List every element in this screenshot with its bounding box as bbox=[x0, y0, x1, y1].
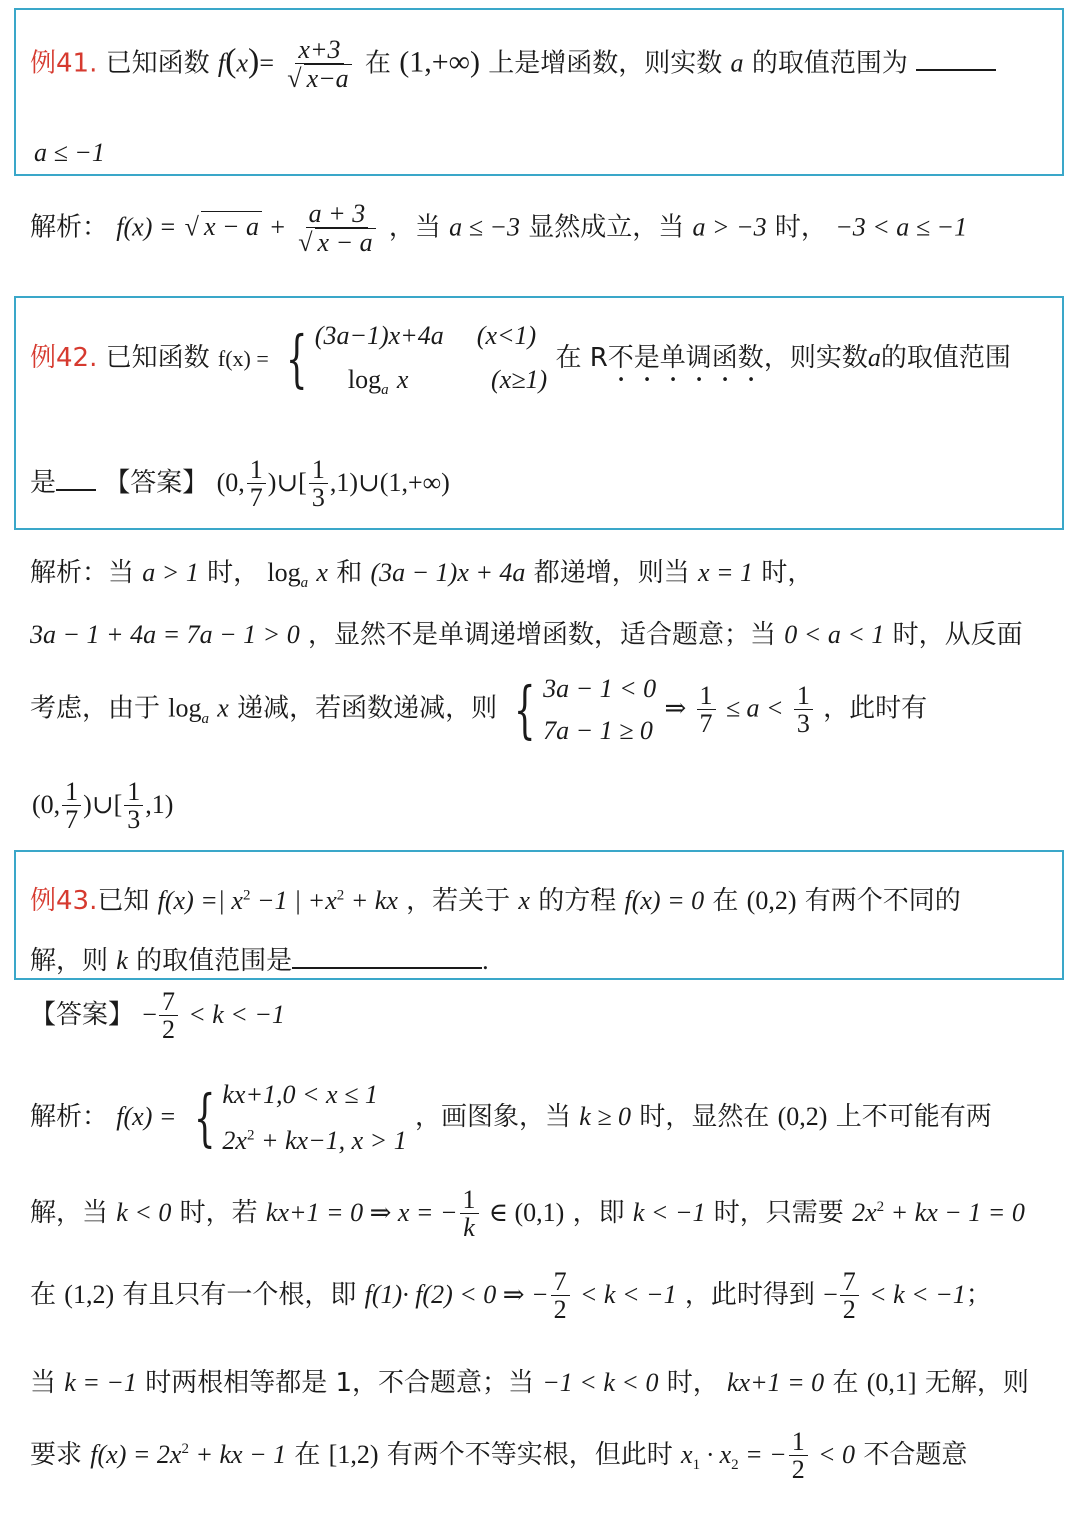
piecewise-cases: (3a−1)x+4a (x<1) $\log_a x$ (x≥1) bbox=[314, 321, 548, 399]
example-43-question-line-1: 例43.已知 f(x) =| $x^2 -1$ | $+x^2$ + kx ，若关于 x 的方程 f(x) = 0 在 (0,2) 有两个不同的 bbox=[30, 886, 961, 916]
example-42-box bbox=[14, 296, 1064, 530]
answer-blank bbox=[292, 945, 482, 969]
solution-42-line-1: 解析：当 a > 1 时， $\log_a x$ 和 (3a − 1)x + 4a 都递增，则当 x = 1 时， bbox=[30, 558, 814, 592]
solution-41: 解析： f(x) = √ x − a + $\frac{a + 3}{√ x - a}$ ，当 a ≤ −3 显然成立，当 a > −3 时， −3 < a ≤ −1 bbox=[30, 199, 968, 258]
solution-43-line-2: 解，当 k < 0 时，若 kx+1 = 0 ⇒ x = − $\frac{1}{k}$ ∈ (0,1) ，即 k < −1 时，只需要 $2x^2$ + kx − 1 = 0 bbox=[30, 1185, 1025, 1243]
answer-blank bbox=[56, 467, 96, 491]
example-42-question: 例42. 已知函数 f(x) = { (3a−1)x+4a (x<1) $\log_a x$ (x≥1) 在 R不是单调函数，则实数a的取值范围 bbox=[30, 314, 1011, 404]
fraction: $\frac{a + 3}{√ x - a}$ bbox=[295, 200, 378, 257]
solution-42-line-2: 3a − 1 + 4a = 7a − 1 > 0 ，显然不是单调递增函数，适合题意；当 0 < a < 1 时，从反面 bbox=[30, 620, 1023, 650]
example-42-answer: 是 【答案】 (0, $\frac{1}{7}$ )∪[ $\frac{1}{3}$ ,1)∪(1,+∞) bbox=[30, 455, 450, 513]
example-43-question-line-2: 解，则 k 的取值范围是 . bbox=[30, 946, 489, 976]
solution-43-line-5: 要求 $f(x) = 2x^2$ + kx − 1 在 [1,2) 有两个不等实根，但此时 $x_1 \cdot x_2$ = − $\frac{1}{2}$ < 0 不合题意 bbox=[30, 1427, 968, 1485]
fraction: $\frac{x+3}{√ x-a}$ bbox=[284, 36, 354, 93]
inequality-system: 3a − 1 < 0 7a − 1 ≥ 0 bbox=[543, 674, 657, 745]
solution-43-line-4: 当 k = −1 时两根相等都是 1，不合题意；当 −1 < k < 0 时， kx+1 = 0 在 (0,1] 无解，则 bbox=[30, 1368, 1029, 1398]
example-41-question: 例41. 已知函数 f(x)= $\frac{x+3}{√ x-a}$ 在 (1,+∞) 上是增函数，则实数 a 的取值范围为 bbox=[30, 36, 996, 93]
example-label: 例42. bbox=[30, 342, 98, 373]
example-label: 例43. bbox=[30, 886, 98, 916]
answer-blank bbox=[916, 47, 996, 71]
solution-43-line-3: 在 (1,2) 有且只有一个根，即 f(1)· f(2) < 0 ⇒ − $\frac{7}{2}$ < k < −1 ，此时得到 − $\frac{7}{2}$ < k < −1； bbox=[30, 1267, 992, 1325]
example-41-answer: a ≤ −1 bbox=[34, 138, 105, 167]
example-label: 例41. bbox=[30, 48, 98, 79]
solution-43-answer: 【答案】 − $\frac{7}{2}$ < k < −1 bbox=[30, 987, 285, 1045]
example-43-box bbox=[14, 850, 1064, 980]
solution-42-line-4: (0, $\frac{1}{7}$ )∪[ $\frac{1}{3}$ ,1) bbox=[32, 777, 174, 835]
piecewise-cases: kx+1,0 < x ≤ 1 $2x^2 + kx-1$, x > 1 bbox=[222, 1080, 407, 1155]
solution-43-line-1: 解析： f(x) = { kx+1,0 < x ≤ 1 $2x^2 + kx-1$, x > 1 ，画图象，当 k ≥ 0 时，显然在 (0,2) 上不可能有两 bbox=[30, 1072, 992, 1164]
solution-42-line-3: 考虑，由于 $\log_a x$ 递减，若函数递减，则 { 3a − 1 < 0 7a − 1 ≥ 0 ⇒ $\frac{1}{7}$ ≤ a < $\frac{1}{3}$ ，此时有 bbox=[30, 668, 927, 751]
example-41-box bbox=[14, 8, 1064, 176]
